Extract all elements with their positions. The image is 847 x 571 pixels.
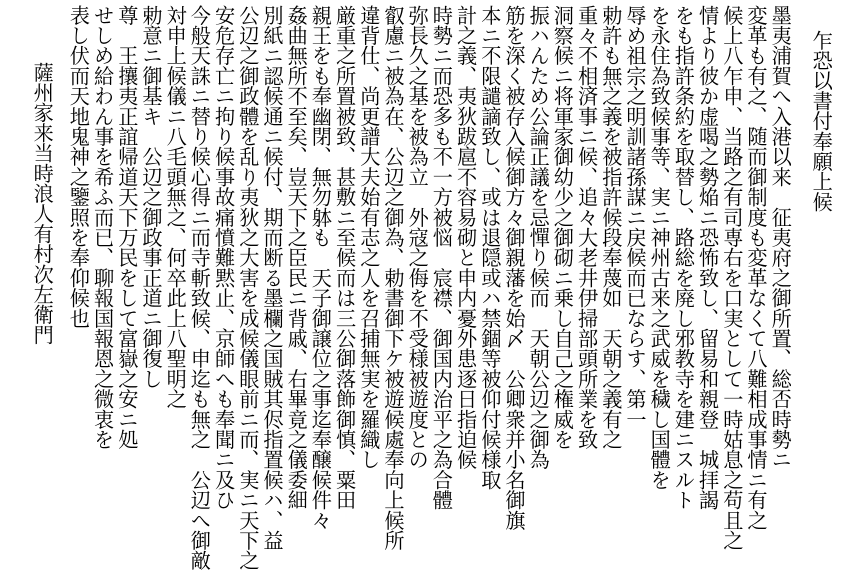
body-line: 情より彼か虚喝之勢焔ニ恐怖致し、留易和親登 城拝謁 <box>695 5 720 510</box>
body-line: 違背仕、尚更譜大夫始有志之人を召捕無実を羅織し <box>356 5 381 470</box>
body-line: 今般天誅ニ替り候心得ニ而寺斬致候、申迄も無之 公辺へ御敵 <box>187 5 212 571</box>
body-line: 姦曲無所不至矣、豈天下之臣民ニ背戚、右畢竟之儀委細 <box>284 5 309 510</box>
body-line: 重々不相済事ニ候、追々大老井伊掃部頭所業を致 <box>574 5 599 450</box>
document-title: 乍恐以書付奉願上候 <box>809 30 834 212</box>
body-line: 公辺之御政體を乱り夷狄之大害を成候儀眼前ニ而、実ニ天下之 <box>235 5 260 571</box>
body-line: 親王をも奉幽閉、無勿躰も 天子御譲位之事迄奉醸候件々 <box>308 5 333 531</box>
body-line: 対申上候儀ニ八毛頭無之、何卒此上八聖明之 <box>163 5 188 409</box>
body-line: を永住為致候事等、実ニ神州古来之武威を穢し国體を <box>647 5 672 490</box>
body-line: 辱め祖宗之明訓諸孫謀ニ戻候而已ならす、第一 <box>623 5 647 430</box>
body-line: 時勢ニ而恐多も不一方被悩 宸襟、御国内治平之為合體 <box>429 5 454 510</box>
body-line: 勅許も無之義を被指許候段奉蔑如 天朝之義有之 <box>598 5 623 450</box>
body-line: 叡慮ニ被為在、公辺之御為、勅書御下ケ被遊候處奉向上候所 <box>381 5 405 551</box>
signature: 薩州家来当時浪人有村次左衛門 <box>30 62 55 345</box>
body-line: 尊 王攘夷正誼帰道天下万民をして富嶽之安ニ処 <box>114 5 139 450</box>
body-line: 安危存亡ニ拘り候事故痛憤難黙止、京師へも奉聞ニ及ひ <box>211 5 236 510</box>
body-line: 弥長久之基を被為立 外寇之侮を不受様被遊度との <box>405 5 430 470</box>
body-line: をも指許条約を取替し、路総を廃し邪教寺を建ニスルト <box>671 5 696 510</box>
body-line: 筋を深く被存入候御方々御親藩を始〆 公卿衆并小名御旗 <box>502 5 526 531</box>
body-line: 振ハんため公論正議を忌憚り候而 天朝公辺之御為 <box>526 5 551 470</box>
body-line: せしめ給わん事を希ふ而已、聊報国報恩之微衷を <box>90 5 115 450</box>
body-line: 墨夷浦賀へ入港以来 征夷府之御所置、総否時勢ニ <box>768 5 793 470</box>
body-line: 候上八乍申、当路之有司専右を口実として一時姑息之苟且之 <box>719 5 744 551</box>
body-line: 本ニ不限譴謫致し、或は退隠或ハ禁錮等被仰付候様取 <box>477 5 502 490</box>
body-line: 別紙ニ認候通ニ候付、期而断る墨欄之国賊其侭指置候ハ、益 <box>260 5 284 551</box>
body-line: 計之義、夷狄跋扈不容易砌と申内憂外患逐日指迫候 <box>453 5 478 470</box>
body-line: 洞察候ニ将軍家御幼少之御砌ニ乗し自己之権威を <box>550 5 575 450</box>
body-line: 厳重之所置被致、甚敷ニ至候而は三公御落飾御慎、粟田 <box>332 5 357 510</box>
body-line: 変革も有之、随而御制度も変革なくて八難相成事情ニ有之 <box>744 5 768 531</box>
body-line: 勅意ニ御基キ 公辺之御政事正道ニ御復し <box>139 5 163 389</box>
body-line: 表し伏而天地鬼神之鑒照を奉仰候也 <box>66 5 91 329</box>
